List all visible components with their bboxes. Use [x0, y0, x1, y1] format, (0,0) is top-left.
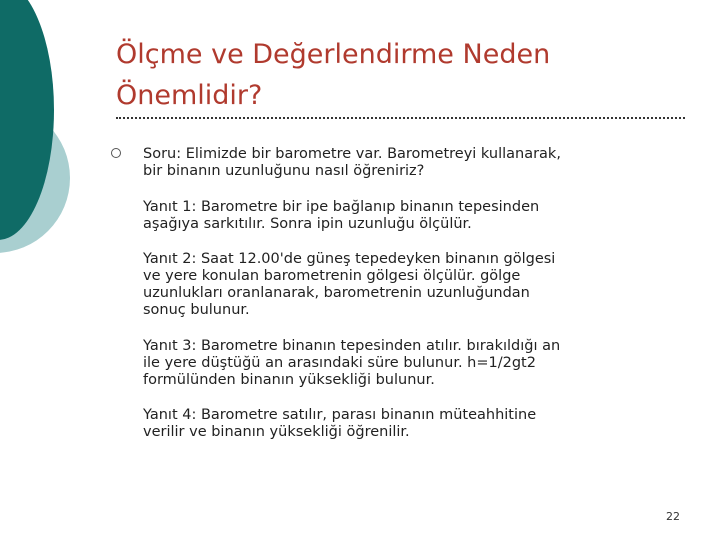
- answer-1-paragraph: [143, 199, 688, 233]
- answer-2-line: Yanıt 2: Saat 12.00'de güneş tepedeyken binanın gölgesi: [143, 251, 556, 267]
- answer-2-line: ve yere konulan barometrenin gölgesi ölçülür. gölge: [143, 268, 521, 284]
- page-number: 22: [666, 510, 680, 523]
- answer-3-paragraph: [143, 338, 688, 389]
- question-line: bir binanın uzunluğunu nasıl öğreniriz?: [143, 163, 425, 179]
- slide-title: [116, 34, 676, 116]
- answer-1-line: aşağıya sarkıtılır. Sonra ipin uzunluğu ölçülür.: [143, 216, 472, 232]
- hollow-circle-bullet-icon: [111, 148, 121, 158]
- answer-3-line: Yanıt 3: Barometre binanın tepesinden atılır. bırakıldığı an: [143, 338, 561, 354]
- answer-1-line: Yanıt 1: Barometre bir ipe bağlanıp binanın tepesinden: [143, 199, 540, 215]
- answer-4-line: verilir ve binanın yüksekliği öğrenilir.: [143, 424, 410, 440]
- answer-2-line: uzunlukları oranlanarak, barometrenin uzunluğundan: [143, 285, 530, 301]
- answer-3-line: formülünden binanın yüksekliği bulunur.: [143, 372, 435, 388]
- answer-4-line: Yanıt 4: Barometre satılır, parası binanın müteahhitine: [143, 407, 537, 423]
- answer-2-line: sonuç bulunur.: [143, 302, 250, 318]
- answer-3-line: ile yere düştüğü an arasındaki süre bulunur. h=1/2gt2: [143, 355, 536, 371]
- answer-2-paragraph: [143, 251, 688, 319]
- question-line: Soru: Elimizde bir barometre var. Barometreyi kullanarak,: [143, 146, 561, 162]
- title-divider: [116, 117, 685, 119]
- slide-title-line-2: Önemlidir?: [116, 80, 263, 111]
- decorative-circles: [0, 0, 80, 300]
- answer-4-paragraph: [143, 407, 688, 441]
- slide-title-line-1: Ölçme ve Değerlendirme Neden: [116, 39, 551, 70]
- question-paragraph: [143, 146, 688, 180]
